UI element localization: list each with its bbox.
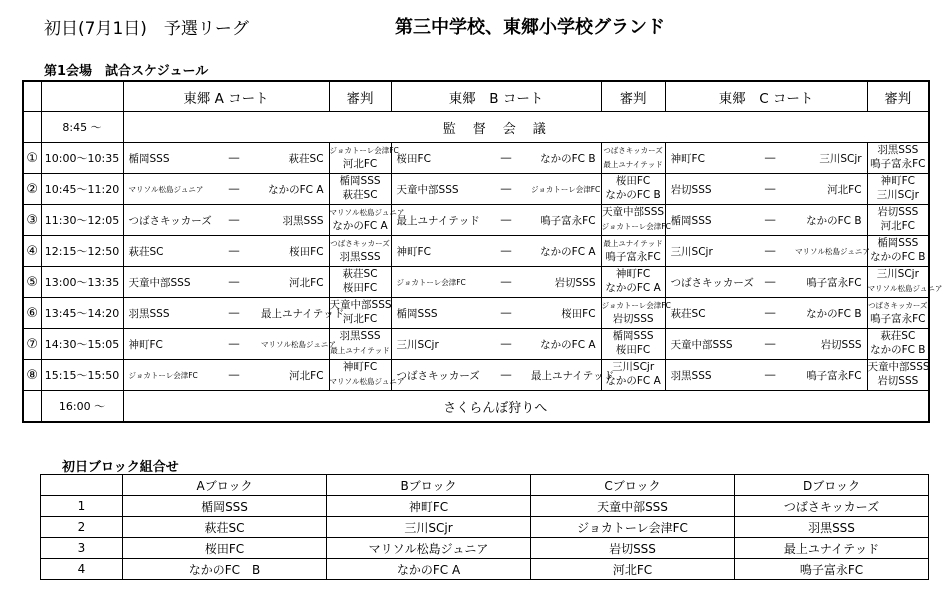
match-number: ⑤ bbox=[23, 267, 41, 298]
referee-team: 岩切SSS bbox=[612, 313, 654, 325]
referee-team: 天童中部SSS bbox=[602, 206, 665, 218]
court-a-home-team: 神町FC bbox=[123, 329, 207, 360]
match-row bbox=[23, 236, 929, 267]
court-c-home-team: つばさキッカーズ bbox=[665, 267, 745, 298]
court-a-home-team: 楯岡SSS bbox=[123, 143, 207, 174]
schedule-section-title: 第1会場 試合スケジュール bbox=[44, 64, 209, 79]
referee-team: 神町FC bbox=[342, 361, 378, 373]
block-team: つばさキッカーズ bbox=[735, 496, 929, 517]
court-a-away-team: なかのFC A bbox=[261, 174, 329, 205]
referee-team: なかのFC A bbox=[332, 220, 388, 232]
referee-team: マリソル松島ジュニア bbox=[329, 377, 405, 386]
court-a-away-team: 羽黒SSS bbox=[261, 205, 329, 236]
match-time: 13:45～14:20 bbox=[41, 298, 123, 329]
match-number: ⑧ bbox=[23, 360, 41, 391]
referee-team: 桜田FC bbox=[615, 175, 651, 187]
block-team: 楯岡SSS bbox=[123, 496, 327, 517]
header-blank-time bbox=[41, 81, 123, 112]
versus-dash: ― bbox=[745, 267, 795, 298]
referee-team: 最上ユナイテッド bbox=[330, 346, 390, 355]
match-row bbox=[23, 143, 929, 174]
block-team: 岩切SSS bbox=[531, 538, 735, 559]
referee-team: つばさキッカーズ bbox=[330, 239, 390, 248]
referee-team: 神町FC bbox=[880, 175, 915, 187]
referee-team: 最上ユナイテッド bbox=[603, 160, 663, 169]
opening-num bbox=[23, 112, 41, 143]
court-b-away-team: 最上ユナイテッド bbox=[531, 360, 601, 391]
versus-dash: ― bbox=[207, 236, 261, 267]
referee-team: 羽黒SSS bbox=[339, 251, 381, 263]
court-c-home-team: 天童中部SSS bbox=[665, 329, 745, 360]
blocks-header-row bbox=[41, 475, 929, 496]
block-row-number: 4 bbox=[41, 559, 123, 580]
versus-dash: ― bbox=[745, 329, 795, 360]
court-b-referees bbox=[601, 360, 665, 391]
versus-dash: ― bbox=[745, 205, 795, 236]
court-c-home-team: 神町FC bbox=[665, 143, 745, 174]
match-time: 10:00～10:35 bbox=[41, 143, 123, 174]
court-c-away-team: なかのFC B bbox=[795, 298, 867, 329]
match-row bbox=[23, 267, 929, 298]
court-b-away-team: なかのFC A bbox=[531, 329, 601, 360]
court-a-referees bbox=[329, 360, 405, 391]
block-a-header: Aブロック bbox=[123, 475, 327, 496]
versus-dash: ― bbox=[745, 174, 795, 205]
court-c-referees bbox=[867, 329, 929, 360]
block-team: 最上ユナイテッド bbox=[735, 538, 929, 559]
block-row bbox=[41, 559, 929, 580]
match-time: 10:45～11:20 bbox=[41, 174, 123, 205]
referee-b-header: 審判 bbox=[601, 81, 665, 112]
versus-dash: ― bbox=[207, 298, 261, 329]
court-c-away-team: 岩切SSS bbox=[795, 329, 867, 360]
court-b-referees bbox=[601, 298, 671, 329]
referee-team: つばさキッカーズ bbox=[603, 146, 663, 155]
referee-team: 楯岡SSS bbox=[877, 237, 919, 249]
referee-team: 楯岡SSS bbox=[339, 175, 381, 187]
court-c-away-team: 鳴子富永FC bbox=[795, 267, 867, 298]
referee-team: 鳴子富永FC bbox=[870, 158, 926, 170]
versus-dash: ― bbox=[207, 267, 261, 298]
court-a-home-team: 羽黒SSS bbox=[123, 298, 207, 329]
court-b-home-team: 桜田FC bbox=[391, 143, 481, 174]
block-team: マリソル松島ジュニア bbox=[327, 538, 531, 559]
versus-dash: ― bbox=[481, 298, 531, 329]
versus-dash: ― bbox=[745, 360, 795, 391]
court-a-referees bbox=[329, 143, 399, 174]
match-time: 15:15～15:50 bbox=[41, 360, 123, 391]
referee-a-header: 審判 bbox=[329, 81, 391, 112]
court-a-away-team: 河北FC bbox=[261, 360, 329, 391]
court-a-referees bbox=[329, 236, 391, 267]
court-c-referees bbox=[867, 174, 929, 205]
block-row bbox=[41, 496, 929, 517]
versus-dash: ― bbox=[207, 360, 261, 391]
court-c-away-team: なかのFC B bbox=[795, 205, 867, 236]
match-row bbox=[23, 174, 929, 205]
block-team: 河北FC bbox=[531, 559, 735, 580]
schedule-header-row bbox=[23, 81, 929, 112]
court-c-referees bbox=[867, 236, 929, 267]
court-c-referees bbox=[867, 143, 929, 174]
court-a-referees bbox=[329, 174, 391, 205]
referee-team: 三川SCjr bbox=[876, 268, 919, 280]
court-a-home-team: 萩荘SC bbox=[123, 236, 207, 267]
court-c-away-team: 河北FC bbox=[795, 174, 867, 205]
referee-team: なかのFC A bbox=[605, 282, 661, 294]
closing-time: 16:00 ～ bbox=[41, 391, 123, 423]
court-a-referees bbox=[329, 267, 391, 298]
court-b-away-team: 岩切SSS bbox=[531, 267, 601, 298]
court-c-home-team: 羽黒SSS bbox=[665, 360, 745, 391]
match-time: 12:15～12:50 bbox=[41, 236, 123, 267]
block-row-number: 3 bbox=[41, 538, 123, 559]
opening-blank bbox=[867, 112, 929, 143]
referee-team: 桜田FC bbox=[342, 282, 378, 294]
court-a-away-team: 最上ユナイテッド bbox=[261, 298, 329, 329]
closing-row bbox=[23, 391, 929, 423]
court-c-header: 東郷 C コート bbox=[665, 81, 867, 112]
versus-dash: ― bbox=[481, 174, 531, 205]
court-c-away-team: 鳴子富永FC bbox=[795, 360, 867, 391]
referee-team: 河北FC bbox=[880, 220, 915, 232]
referee-team: なかのFC B bbox=[605, 189, 661, 201]
match-row bbox=[23, 360, 929, 391]
referee-team: 岩切SSS bbox=[877, 375, 919, 387]
court-b-referees bbox=[601, 236, 665, 267]
versus-dash: ― bbox=[481, 236, 531, 267]
court-a-away-team: マリソル松島ジュニア bbox=[261, 329, 329, 360]
court-b-home-team: 楯岡SSS bbox=[391, 298, 481, 329]
referee-team: ジョカトーレ会津FC bbox=[601, 301, 671, 310]
referee-team: 楯岡SSS bbox=[612, 330, 654, 342]
court-a-away-team: 桜田FC bbox=[261, 236, 329, 267]
referee-team: なかのFC B bbox=[870, 251, 926, 263]
closing-text: さくらんぼ狩りへ bbox=[123, 391, 867, 423]
schedule-table bbox=[22, 80, 942, 423]
referee-c-header: 審判 bbox=[867, 81, 929, 112]
block-row-number: 2 bbox=[41, 517, 123, 538]
block-team: 桜田FC bbox=[123, 538, 327, 559]
block-team: 天童中部SSS bbox=[531, 496, 735, 517]
versus-dash: ― bbox=[745, 298, 795, 329]
court-b-home-team: 天童中部SSS bbox=[391, 174, 481, 205]
block-row bbox=[41, 538, 929, 559]
blocks-header-blank bbox=[41, 475, 123, 496]
court-a-home-team: ジョカトーレ会津FC bbox=[123, 360, 207, 391]
referee-team: 萩荘SC bbox=[342, 268, 378, 280]
match-time: 14:30～15:05 bbox=[41, 329, 123, 360]
referee-team: 河北FC bbox=[342, 313, 378, 325]
court-c-home-team: 楯岡SSS bbox=[665, 205, 745, 236]
referee-team: 羽黒SSS bbox=[339, 330, 381, 342]
versus-dash: ― bbox=[207, 174, 261, 205]
court-b-home-team: 三川SCjr bbox=[391, 329, 481, 360]
referee-team: 神町FC bbox=[615, 268, 651, 280]
versus-dash: ― bbox=[207, 205, 261, 236]
court-b-away-team: 鳴子富永FC bbox=[531, 205, 601, 236]
match-number: ⑥ bbox=[23, 298, 41, 329]
closing-blank bbox=[867, 391, 929, 423]
match-number: ② bbox=[23, 174, 41, 205]
block-row bbox=[41, 517, 929, 538]
referee-team: ジョカトーレ会津FC bbox=[601, 222, 671, 231]
referee-team: 鳴子富永FC bbox=[605, 251, 661, 263]
match-time: 13:00～13:35 bbox=[41, 267, 123, 298]
court-b-home-team: 神町FC bbox=[391, 236, 481, 267]
referee-team: マリソル松島ジュニア bbox=[329, 208, 405, 217]
court-c-referees bbox=[867, 267, 942, 298]
versus-dash: ― bbox=[745, 236, 795, 267]
court-c-home-team: 三川SCjr bbox=[665, 236, 745, 267]
court-a-referees bbox=[329, 329, 391, 360]
court-b-referees bbox=[601, 205, 671, 236]
versus-dash: ― bbox=[745, 143, 795, 174]
referee-team: 最上ユナイテッド bbox=[603, 239, 663, 248]
versus-dash: ― bbox=[481, 267, 531, 298]
referee-team: 三川SCjr bbox=[611, 361, 655, 373]
versus-dash: ― bbox=[207, 329, 261, 360]
block-c-header: Cブロック bbox=[531, 475, 735, 496]
referee-team: 河北FC bbox=[342, 158, 378, 170]
closing-num bbox=[23, 391, 41, 423]
court-b-away-team: 桜田FC bbox=[531, 298, 601, 329]
match-number: ① bbox=[23, 143, 41, 174]
court-b-home-team: ジョカトーレ会津FC bbox=[391, 267, 481, 298]
match-number: ⑦ bbox=[23, 329, 41, 360]
match-row bbox=[23, 205, 929, 236]
court-b-home-team: 最上ユナイテッド bbox=[391, 205, 481, 236]
court-b-away-team: ジョカトーレ会津FC bbox=[531, 174, 601, 205]
referee-team: 天童中部SSS bbox=[867, 361, 930, 373]
match-time: 11:30～12:05 bbox=[41, 205, 123, 236]
court-b-referees bbox=[601, 143, 665, 174]
block-row-number: 1 bbox=[41, 496, 123, 517]
opening-row bbox=[23, 112, 929, 143]
venue-title: 第三中学校、東郷小学校グランド bbox=[395, 17, 665, 38]
block-team: 三川SCjr bbox=[327, 517, 531, 538]
court-b-away-team: なかのFC B bbox=[531, 143, 601, 174]
court-c-referees bbox=[867, 205, 929, 236]
match-number: ④ bbox=[23, 236, 41, 267]
versus-dash: ― bbox=[481, 360, 531, 391]
blocks-table bbox=[40, 474, 929, 580]
block-b-header: Bブロック bbox=[327, 475, 531, 496]
court-b-referees bbox=[601, 174, 665, 205]
court-a-home-team: つばさキッカーズ bbox=[123, 205, 207, 236]
block-team: 萩荘SC bbox=[123, 517, 327, 538]
referee-team: 天童中部SSS bbox=[329, 299, 392, 311]
court-a-home-team: 天童中部SSS bbox=[123, 267, 207, 298]
court-b-referees bbox=[601, 267, 665, 298]
court-b-away-team: なかのFC A bbox=[531, 236, 601, 267]
versus-dash: ― bbox=[207, 143, 261, 174]
court-c-away-team: 三川SCjr bbox=[795, 143, 867, 174]
match-row bbox=[23, 298, 929, 329]
court-a-away-team: 萩荘SC bbox=[261, 143, 329, 174]
court-c-away-team: マリソル松島ジュニア bbox=[795, 236, 867, 267]
court-b-header: 東郷 B コート bbox=[391, 81, 601, 112]
referee-team: 萩荘SC bbox=[342, 189, 378, 201]
header-blank-num bbox=[23, 81, 41, 112]
referee-team: 鳴子富永FC bbox=[870, 313, 926, 325]
blocks-section-title: 初日ブロック組合せ bbox=[62, 460, 179, 475]
court-a-referees bbox=[329, 205, 405, 236]
court-b-referees bbox=[601, 329, 665, 360]
block-team: ジョカトーレ会津FC bbox=[531, 517, 735, 538]
court-a-home-team: マリソル松島ジュニア bbox=[123, 174, 207, 205]
referee-team: 岩切SSS bbox=[877, 206, 919, 218]
versus-dash: ― bbox=[481, 205, 531, 236]
court-a-away-team: 河北FC bbox=[261, 267, 329, 298]
block-d-header: Dブロック bbox=[735, 475, 929, 496]
opening-text: 監 督 会 議 bbox=[123, 112, 867, 143]
court-c-referees bbox=[867, 360, 929, 391]
referee-team: ジョカトーレ会津FC bbox=[329, 146, 399, 155]
block-team: なかのFC B bbox=[123, 559, 327, 580]
referee-team: 羽黒SSS bbox=[877, 144, 919, 156]
court-b-home-team: つばさキッカーズ bbox=[391, 360, 481, 391]
match-row bbox=[23, 329, 929, 360]
versus-dash: ― bbox=[481, 143, 531, 174]
court-c-referees bbox=[867, 298, 929, 329]
court-a-header: 東郷 A コート bbox=[123, 81, 329, 112]
block-team: 羽黒SSS bbox=[735, 517, 929, 538]
court-c-home-team: 萩荘SC bbox=[665, 298, 745, 329]
referee-team: 三川SCjr bbox=[876, 189, 919, 201]
referee-team: 桜田FC bbox=[615, 344, 651, 356]
referee-team: 萩荘SC bbox=[880, 330, 916, 342]
page-title: 初日(7月1日) 予選リーグ bbox=[44, 19, 249, 39]
block-team: 神町FC bbox=[327, 496, 531, 517]
match-number: ③ bbox=[23, 205, 41, 236]
versus-dash: ― bbox=[481, 329, 531, 360]
referee-team: なかのFC A bbox=[605, 375, 661, 387]
referee-team: マリソル松島ジュニア bbox=[867, 284, 942, 293]
referee-team: つばさキッカーズ bbox=[868, 301, 928, 310]
court-c-home-team: 岩切SSS bbox=[665, 174, 745, 205]
opening-time: 8:45 ～ bbox=[41, 112, 123, 143]
block-team: 鳴子富永FC bbox=[735, 559, 929, 580]
block-team: なかのFC A bbox=[327, 559, 531, 580]
referee-team: なかのFC B bbox=[870, 344, 926, 356]
